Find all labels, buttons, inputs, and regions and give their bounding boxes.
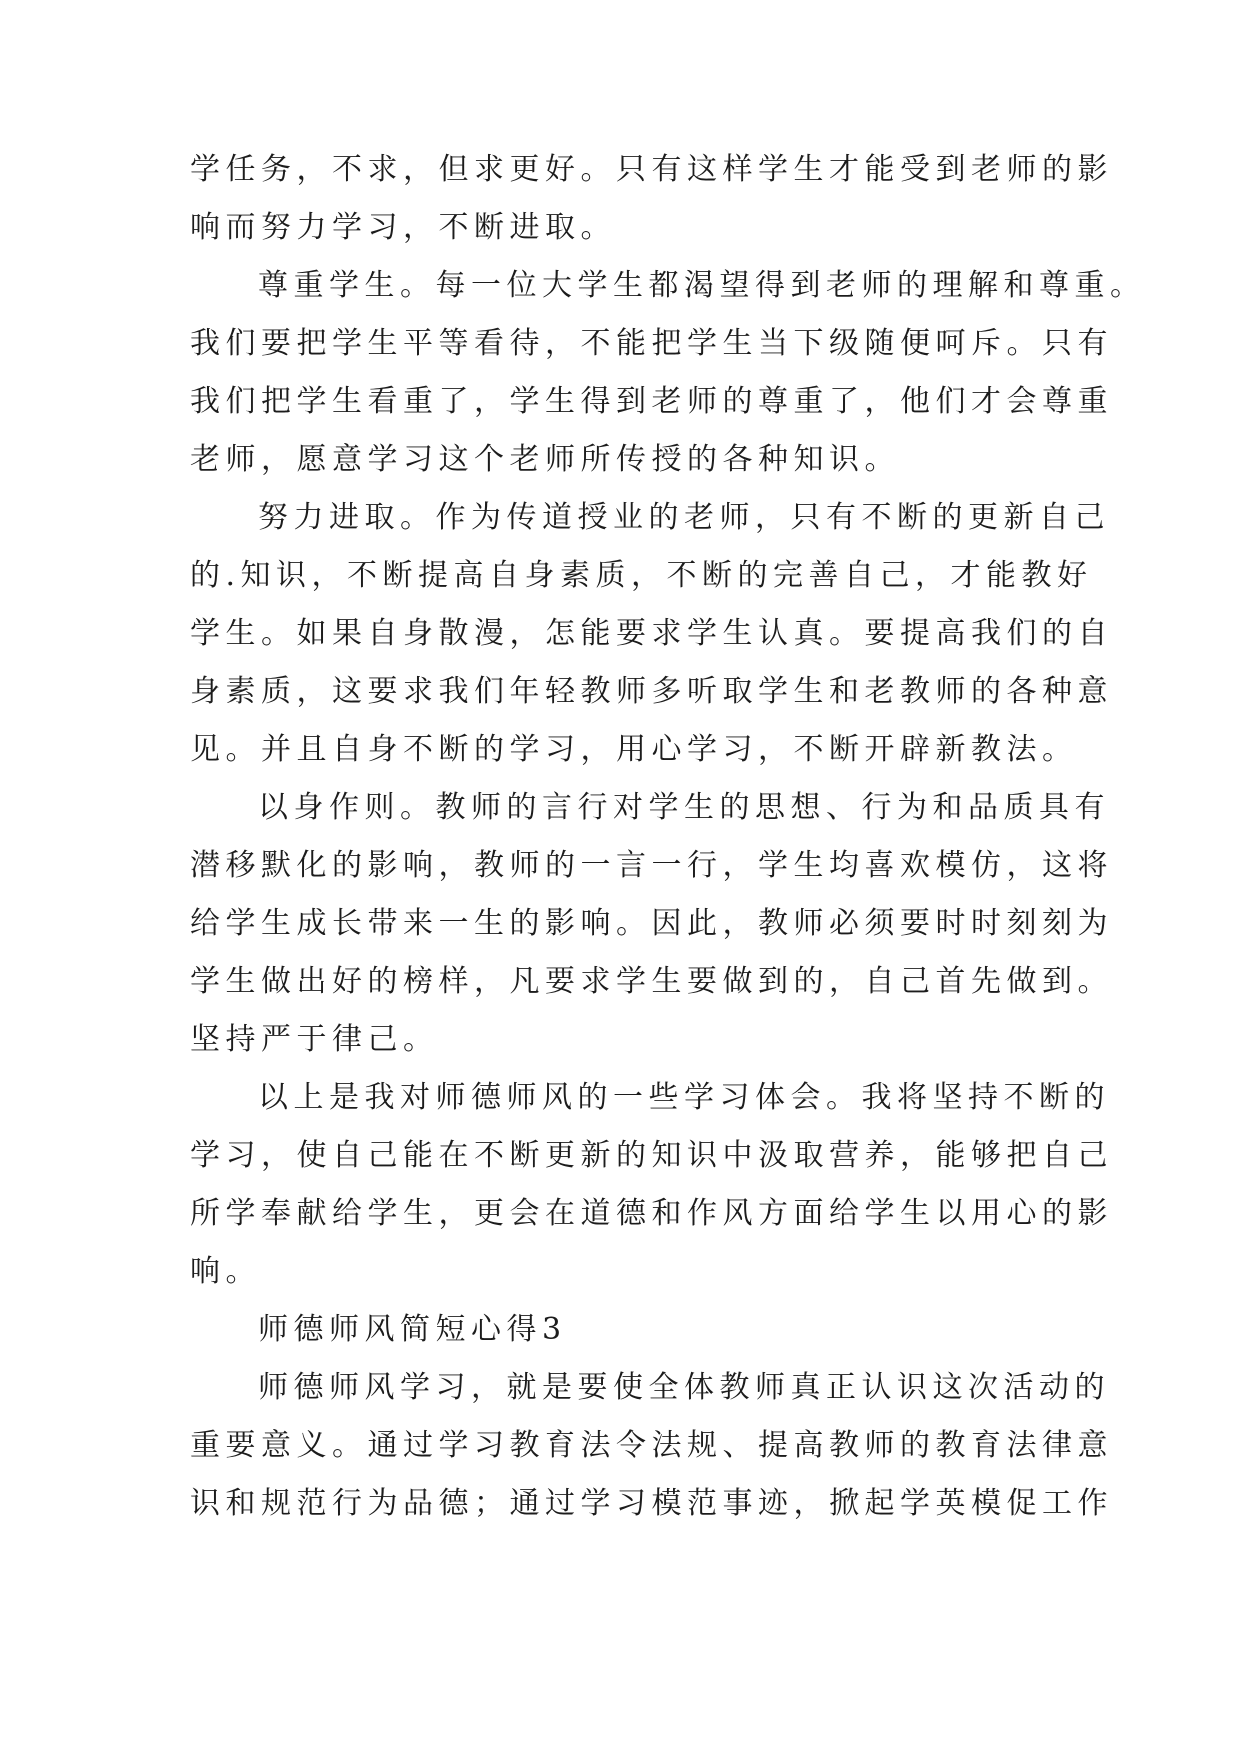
- text-line: 身素质，这要求我们年轻教师多听取学生和老教师的各种意: [190, 674, 1113, 709]
- text-line: 学习，使自己能在不断更新的知识中汲取营养，能够把自己: [190, 1138, 1113, 1173]
- text-line: 见。并且自身不断的学习，用心学习，不断开辟新教法。: [190, 732, 1078, 767]
- text-line: 学任务，不求，但求更好。只有这样学生才能受到老师的影: [190, 152, 1113, 187]
- section-heading: 师德师风简短心得3: [258, 1312, 567, 1347]
- text-line: 响而努力学习，不断进取。: [190, 210, 616, 245]
- text-line: 师德师风学习，就是要使全体教师真正认识这次活动的: [258, 1370, 1110, 1405]
- text-line: 尊重学生。每一位大学生都渴望得到老师的理解和尊重。: [258, 268, 1146, 303]
- text-line: 老师，愿意学习这个老师所传授的各种知识。: [190, 442, 900, 477]
- text-line: 响。: [190, 1254, 261, 1289]
- text-line: 学生做出好的榜样，凡要求学生要做到的，自己首先做到。: [190, 964, 1113, 999]
- text-line: 以身作则。教师的言行对学生的思想、行为和品质具有: [258, 790, 1110, 825]
- text-line: 的.知识，不断提高自身素质，不断的完善自己，才能教好: [190, 558, 1093, 593]
- text-line: 重要意义。通过学习教育法令法规、提高教师的教育法律意: [190, 1428, 1113, 1463]
- text-line: 努力进取。作为传道授业的老师，只有不断的更新自己: [258, 500, 1110, 535]
- text-line: 识和规范行为品德；通过学习模范事迹，掀起学英模促工作: [190, 1486, 1113, 1521]
- text-line: 潜移默化的影响，教师的一言一行，学生均喜欢模仿，这将: [190, 848, 1113, 883]
- text-line: 坚持严于律己。: [190, 1022, 439, 1057]
- text-line: 学生。如果自身散漫，怎能要求学生认真。要提高我们的自: [190, 616, 1113, 651]
- text-line: 我们要把学生平等看待，不能把学生当下级随便呵斥。只有: [190, 326, 1113, 361]
- text-line: 给学生成长带来一生的影响。因此，教师必须要时时刻刻为: [190, 906, 1113, 941]
- text-line: 所学奉献给学生，更会在道德和作风方面给学生以用心的影: [190, 1196, 1113, 1231]
- text-line: 以上是我对师德师风的一些学习体会。我将坚持不断的: [258, 1080, 1110, 1115]
- text-line: 我们把学生看重了，学生得到老师的尊重了，他们才会尊重: [190, 384, 1113, 419]
